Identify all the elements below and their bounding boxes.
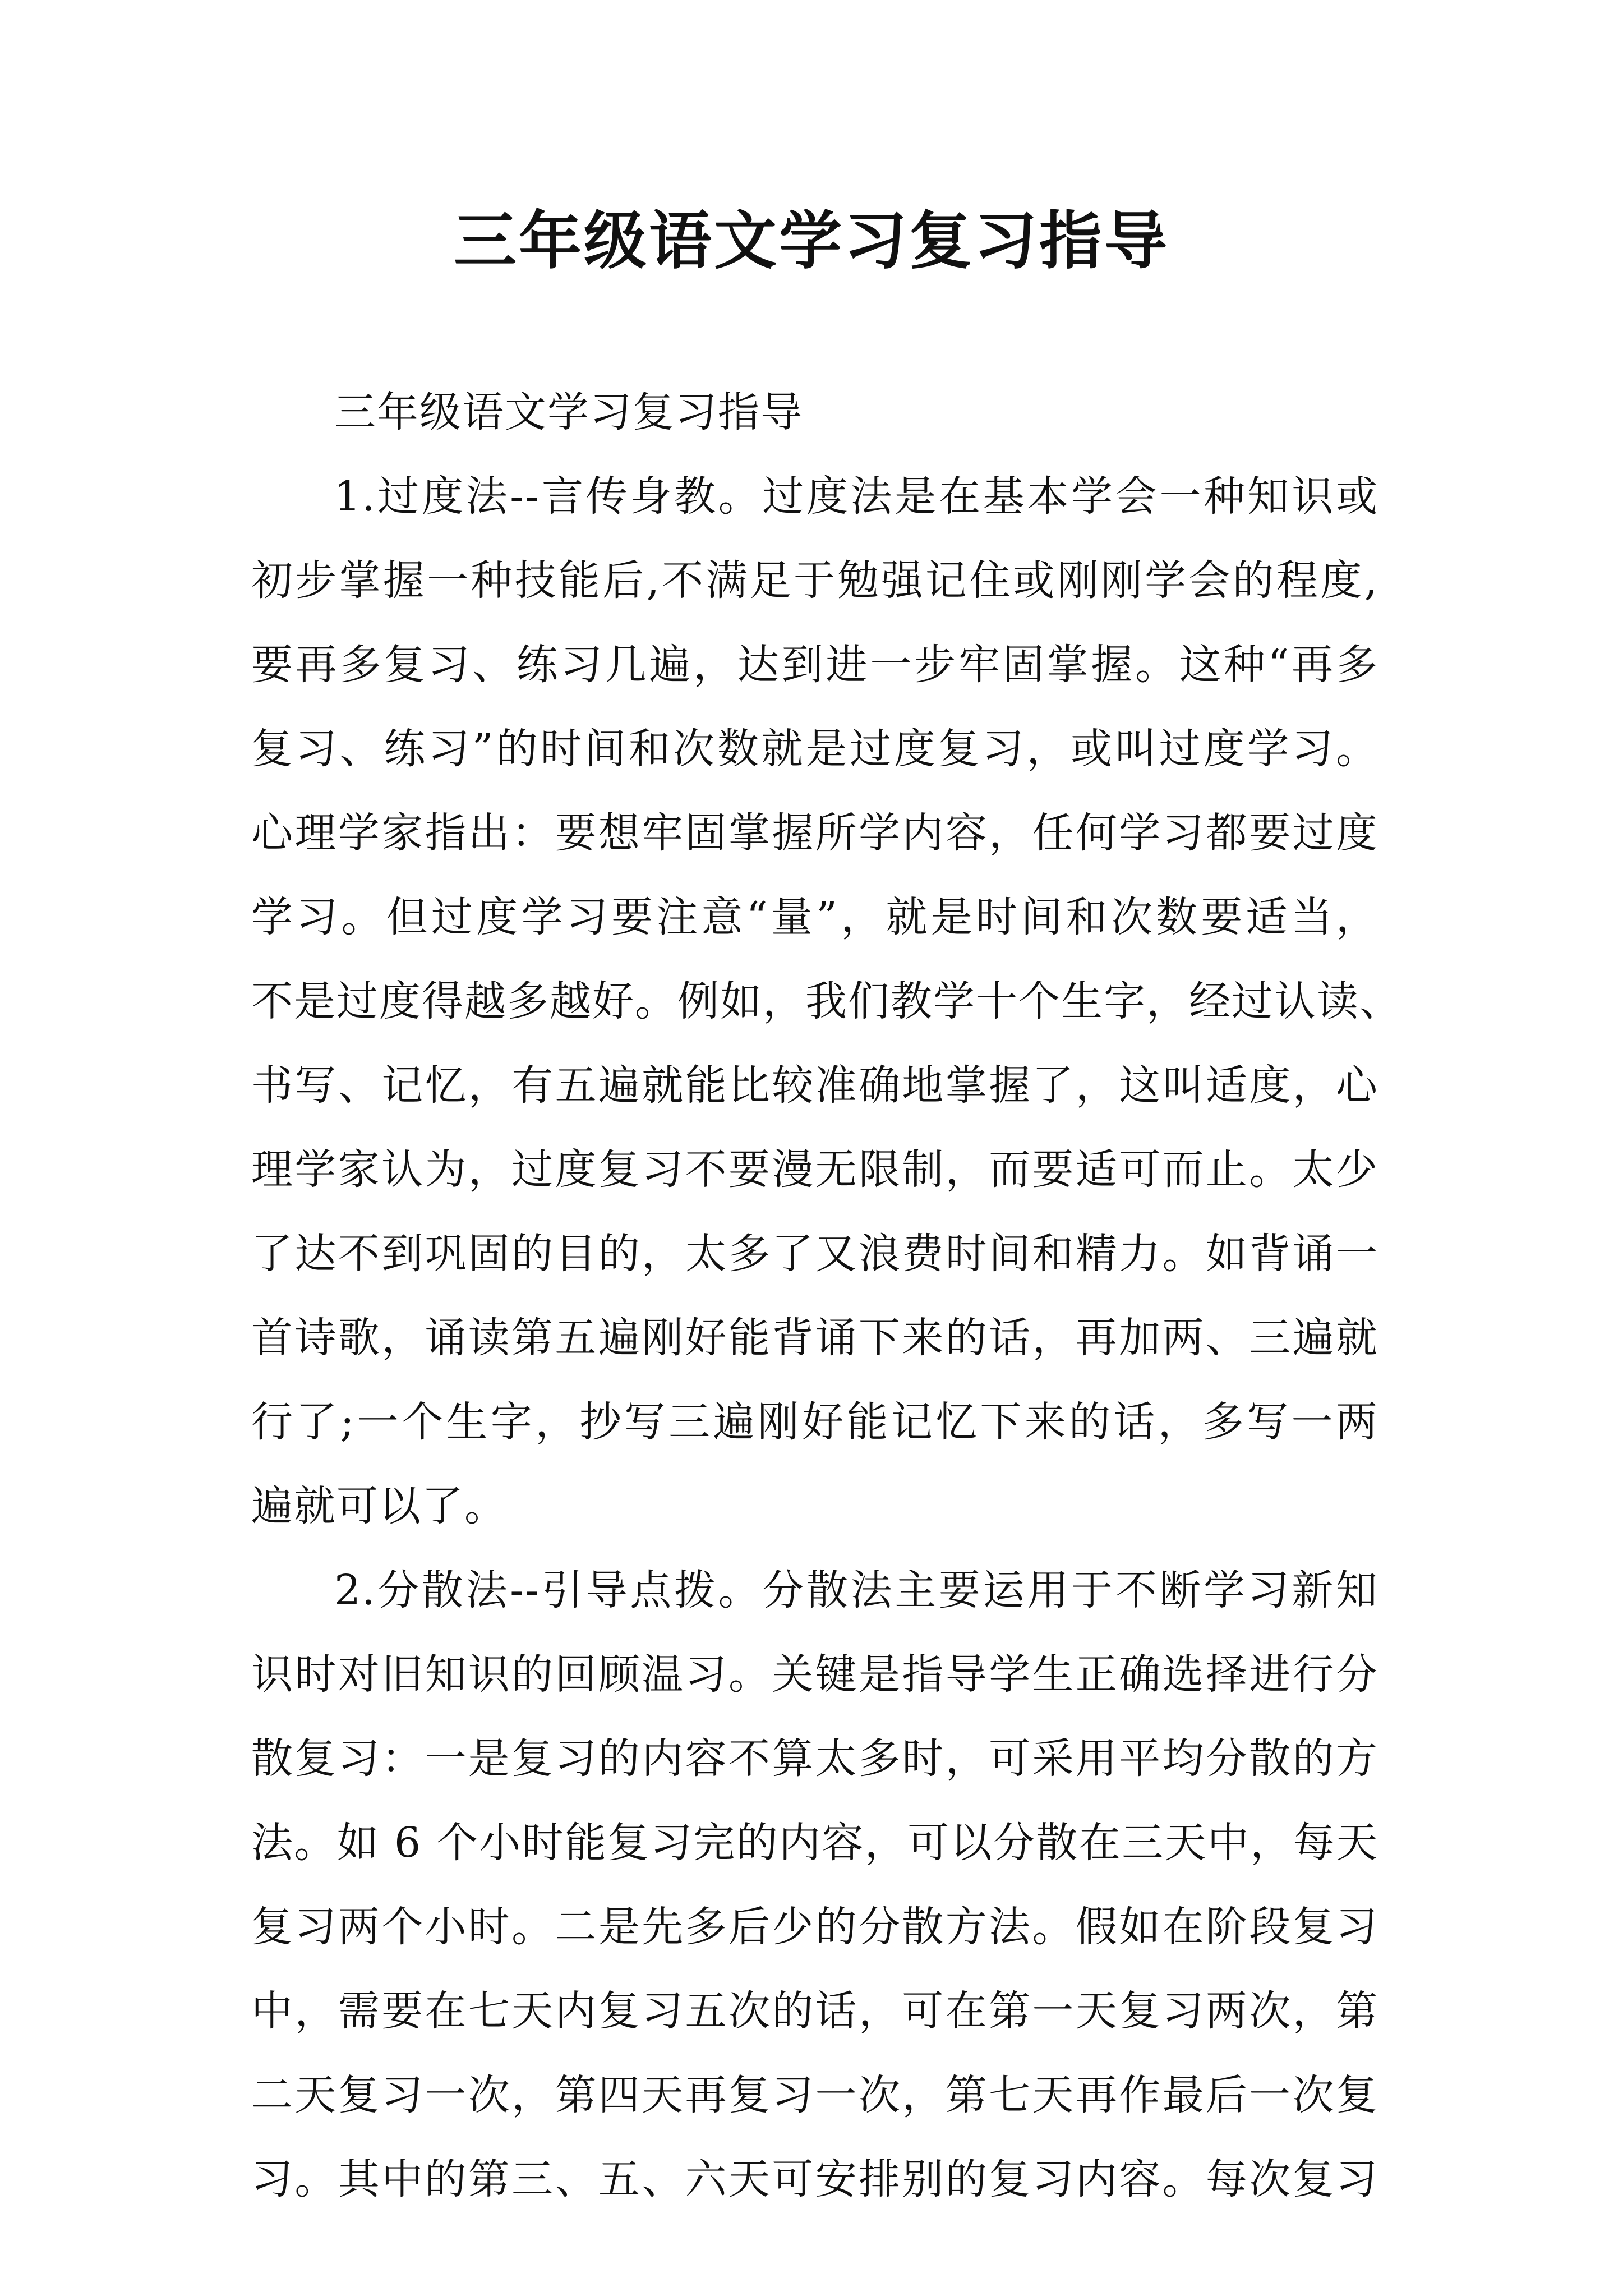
text-line: 初步掌握一种技能后,不满足于勉强记住或刚刚学会的程度, bbox=[251, 556, 1378, 605]
text-line: 复习两个小时。二是先多后少的分散方法。假如在阶段复习 bbox=[251, 1903, 1378, 1951]
document-body bbox=[251, 370, 1402, 2221]
text-line: 心理学家指出：要想牢固掌握所学内容，任何学习都要过度 bbox=[251, 809, 1378, 857]
text-line: 散复习：一是复习的内容不算太多时，可采用平均分散的方 bbox=[251, 1734, 1378, 1783]
document-title: 三年级语文学习复习指导 bbox=[454, 204, 1169, 278]
text-line: 中，需要在七天内复习五次的话，可在第一天复习两次，第 bbox=[251, 1987, 1378, 2035]
text-line: 不是过度得越多越好。例如，我们教学十个生字，经过认读、 bbox=[251, 977, 1402, 1025]
text-line: 法。如 6 个小时能复习完的内容，可以分散在三天中，每天 bbox=[251, 1819, 1378, 1867]
text-line: 书写、记忆，有五遍就能比较准确地掌握了，这叫适度，心 bbox=[251, 1061, 1378, 1110]
text-line: 二天复习一次，第四天再复习一次，第七天再作最后一次复 bbox=[251, 2071, 1378, 2119]
text-line: 习。其中的第三、五、六天可安排别的复习内容。每次复习 bbox=[251, 2155, 1378, 2203]
text-line: 了达不到巩固的目的，太多了又浪费时间和精力。如背诵一 bbox=[251, 1230, 1378, 1278]
text-line: 复习、练习”的时间和次数就是过度复习，或叫过度学习。 bbox=[251, 725, 1378, 773]
text-line: 学习。但过度学习要注意“量”，就是时间和次数要适当， bbox=[251, 893, 1378, 941]
text-line: 2.分散法--引导点拨。分散法主要运用于不断学习新知 bbox=[334, 1566, 1378, 1614]
text-line: 行了;一个生字，抄写三遍刚好能记忆下来的话，多写一两 bbox=[251, 1398, 1378, 1446]
text-line: 要再多复习、练习几遍，达到进一步牢固掌握。这种“再多 bbox=[251, 641, 1378, 689]
text-line: 首诗歌，诵读第五遍刚好能背诵下来的话，再加两、三遍就 bbox=[251, 1314, 1378, 1362]
text-line: 识时对旧知识的回顾温习。关键是指导学生正确选择进行分 bbox=[251, 1650, 1378, 1699]
text-line: 遍就可以了。 bbox=[251, 1482, 507, 1530]
text-line: 理学家认为，过度复习不要漫无限制，而要适可而止。太少 bbox=[251, 1145, 1378, 1194]
text-line: 三年级语文学习复习指导 bbox=[334, 388, 803, 436]
text-line: 1.过度法--言传身教。过度法是在基本学会一种知识或 bbox=[334, 472, 1378, 521]
